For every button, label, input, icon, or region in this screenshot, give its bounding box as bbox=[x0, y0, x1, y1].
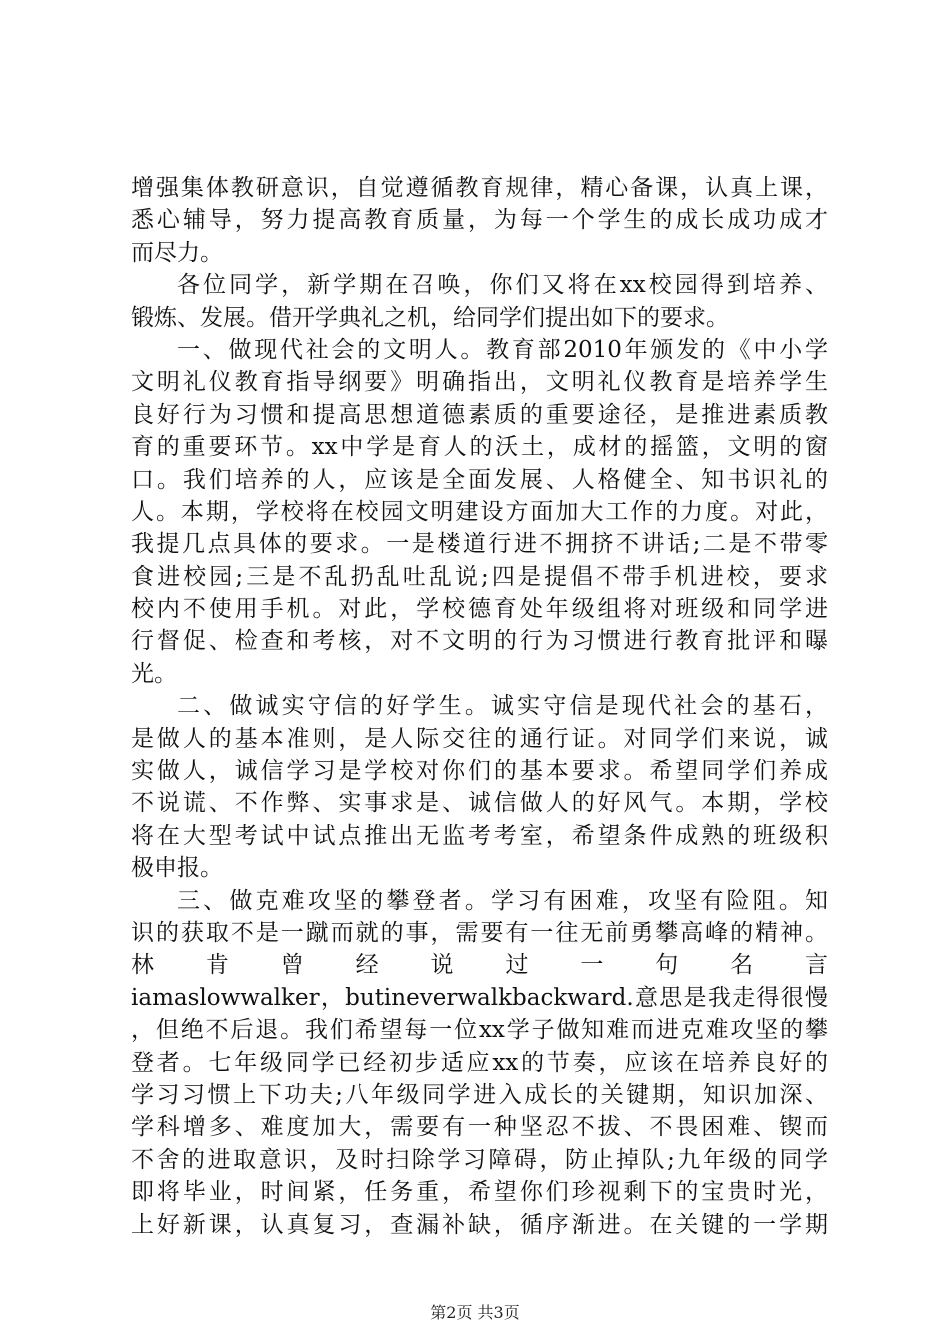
text-line: 行督促、检查和考核，对不文明的行为习惯进行教育批评和曝 bbox=[131, 628, 828, 655]
text-line: 即将毕业，时间紧，任务重，希望你们珍视剩下的宝贵时光， bbox=[131, 1179, 828, 1206]
text-line: 锻炼、发展。借开学典礼之机，给同学们提出如下的要求。 bbox=[131, 304, 729, 331]
page-footer: 第2页 共3页 bbox=[430, 1303, 520, 1322]
text-line: iamaslowwalker，butineverwalkbackward.意思是我走得很慢 bbox=[131, 984, 828, 1011]
text-line: 各位同学，新学期在召唤，你们又将在xx校园得到培养、 bbox=[177, 272, 828, 299]
text-line: 良好行为习惯和提高思想道德素质的重要途径，是推进素质教 bbox=[131, 401, 828, 428]
text-line: 悉心辅导，努力提高教育质量，为每一个学生的成长成功成才 bbox=[131, 207, 828, 234]
text-line: 而尽力。 bbox=[131, 239, 223, 266]
text-line: 上好新课，认真复习，查漏补缺，循序渐进。在关键的一学期 bbox=[131, 1211, 828, 1238]
text-line: 极申报。 bbox=[131, 855, 223, 882]
text-line: 人。本期，学校将在校园文明建设方面加大工作的力度。对此， bbox=[131, 498, 828, 525]
text-line: 育的重要环节。xx中学是育人的沃土，成材的摇篮，文明的窗 bbox=[131, 434, 828, 461]
text-line: 不舍的进取意识，及时扫除学习障碍，防止掉队;九年级的同学 bbox=[131, 1146, 828, 1173]
body-text bbox=[131, 172, 828, 1241]
text-line: 实做人，诚信学习是学校对你们的基本要求。希望同学们养成 bbox=[131, 758, 828, 785]
text-line: 三、做克难攻坚的攀登者。学习有困难，攻坚有险阻。知 bbox=[177, 887, 828, 914]
text-line: 一、做现代社会的文明人。教育部2010年颁发的《中小学 bbox=[177, 336, 828, 363]
text-line: 食进校园;三是不乱扔乱吐乱说;四是提倡不带手机进校，要求 bbox=[131, 563, 828, 590]
text-line: 学科增多、难度加大，需要有一种坚忍不拔、不畏困难、锲而 bbox=[131, 1114, 828, 1141]
text-line: 林 肯 曾 经 说 过 一 句 名 言 bbox=[131, 952, 828, 979]
text-line: 二、做诚实守信的好学生。诚实守信是现代社会的基石， bbox=[177, 693, 828, 720]
text-line: 光。 bbox=[131, 660, 177, 687]
text-line: 学习习惯上下功夫;八年级同学进入成长的关键期，知识加深、 bbox=[131, 1081, 828, 1108]
text-line: 口。我们培养的人，应该是全面发展、人格健全、知书识礼的 bbox=[131, 466, 828, 493]
text-line: 文明礼仪教育指导纲要》明确指出，文明礼仪教育是培养学生 bbox=[131, 369, 828, 396]
text-line: 不说谎、不作弊、实事求是、诚信做人的好风气。本期，学校 bbox=[131, 790, 828, 817]
text-line: 增强集体教研意识，自觉遵循教育规律，精心备课，认真上课， bbox=[131, 175, 828, 201]
text-line: 识的获取不是一蹴而就的事，需要有一往无前勇攀高峰的精神。 bbox=[131, 919, 828, 946]
text-line: 登者。七年级同学已经初步适应xx的节奏，应该在培养良好的 bbox=[131, 1049, 828, 1076]
text-line: 将在大型考试中试点推出无监考考室，希望条件成熟的班级积 bbox=[131, 822, 828, 849]
text-line: 是做人的基本准则，是人际交往的通行证。对同学们来说，诚 bbox=[131, 725, 828, 752]
text-line: ，但绝不后退。我们希望每一位xx学子做知难而进克难攻坚的攀 bbox=[131, 1017, 828, 1044]
text-line: 校内不使用手机。对此，学校德育处年级组将对班级和同学进 bbox=[131, 596, 828, 623]
text-line: 我提几点具体的要求。一是楼道行进不拥挤不讲话;二是不带零 bbox=[131, 531, 828, 558]
